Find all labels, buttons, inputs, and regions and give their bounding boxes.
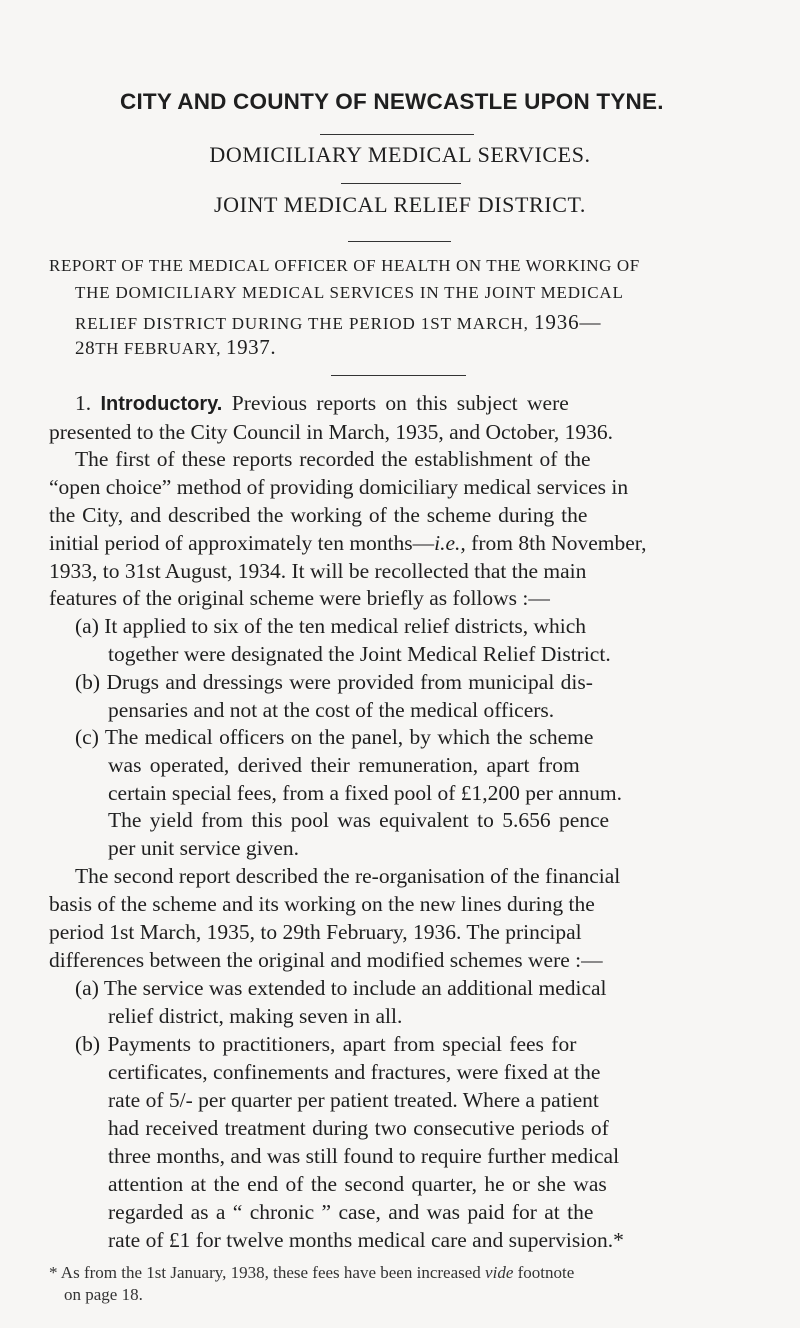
list-item-continuation: certain special fees, from a fixed pool of £1,200 per annum.	[108, 781, 623, 805]
paragraph-line	[49, 529, 646, 557]
document-title: CITY AND COUNTY OF NEWCASTLE UPON TYNE.	[120, 89, 664, 114]
paragraph-line: differences between the original and modified schemes were :—	[49, 948, 603, 972]
paragraph-line: The first of these reports recorded the establishment of the	[75, 447, 591, 471]
list-item-continuation: attention at the end of the second quarter, he or she was	[108, 1172, 607, 1196]
list-item-continuation: per unit service given.	[108, 836, 300, 860]
list-item-continuation: pensaries and not at the cost of the medical officers.	[108, 698, 555, 722]
list-item-continuation: The yield from this pool was equivalent to 5.656 pence	[108, 808, 610, 832]
paragraph-line	[75, 389, 569, 418]
list-item-continuation: together were designated the Joint Medical Relief District.	[108, 642, 611, 666]
list-item: (a) The service was extended to include an additional medical	[75, 976, 607, 1000]
divider	[331, 375, 466, 376]
paragraph-line: 1933, to 31st August, 1934. It will be recollected that the main	[49, 559, 587, 583]
section-heading: Introductory.	[100, 393, 223, 415]
report-title-date: 28	[75, 338, 96, 359]
list-item-continuation: relief district, making seven in all.	[108, 1004, 403, 1028]
paragraph-text: from 8th November,	[465, 531, 647, 555]
divider	[341, 183, 461, 184]
section-title-domiciliary: DOMICILIARY MEDICAL SERVICES.	[209, 142, 591, 167]
paragraph-line: basis of the scheme and its working on the new lines during the	[49, 892, 595, 916]
footnote-text: footnote	[517, 1263, 575, 1282]
list-item-continuation: rate of 5/- per quarter per patient treated. Where a patient	[108, 1088, 599, 1112]
paragraph-italic: i.e.,	[434, 531, 466, 555]
paragraph-line: period 1st March, 1935, to 29th February, 1936. The principal	[49, 920, 582, 944]
paragraph-text: Previous reports on this subject were	[231, 391, 569, 415]
report-title-line: THE DOMICILIARY MEDICAL SERVICES IN THE JOINT MEDICAL	[75, 283, 624, 302]
paragraph-line: features of the original scheme were briefly as follows :—	[49, 586, 550, 610]
report-title-text: RELIEF DISTRICT DURING THE PERIOD 1ST MARCH,	[75, 314, 529, 333]
list-item-continuation: had received treatment during two consecutive periods of	[108, 1116, 609, 1140]
list-item: (c) The medical officers on the panel, by which the scheme	[75, 725, 594, 749]
footnote-line: on page 18.	[64, 1285, 143, 1304]
list-item-continuation: rate of £1 for twelve months medical care and supervision.*	[108, 1228, 624, 1252]
list-item: (a) It applied to six of the ten medical relief districts, which	[75, 614, 587, 638]
paragraph-text: initial period of approximately ten months—	[49, 531, 435, 555]
paragraph-line: presented to the City Council in March, 1935, and October, 1936.	[49, 420, 613, 444]
list-item-continuation: regarded as a “ chronic ” case, and was paid for at the	[108, 1200, 594, 1224]
list-item: (b) Drugs and dressings were provided from municipal dis-	[75, 670, 593, 694]
section-number: 1.	[75, 391, 92, 415]
divider	[320, 134, 474, 135]
footnote-text: * As from the 1st January, 1938, these fees have been increased	[49, 1263, 481, 1282]
footnote-line	[49, 1262, 574, 1284]
report-title-year: 1937.	[225, 335, 277, 359]
divider	[348, 241, 451, 242]
section-title-joint-district: JOINT MEDICAL RELIEF DISTRICT.	[213, 192, 587, 217]
paragraph-line: The second report described the re-organisation of the financial	[75, 864, 621, 888]
report-title-date: 1936—	[533, 310, 602, 334]
report-title-line	[75, 310, 601, 335]
list-item-continuation: certificates, confinements and fractures, were fixed at the	[108, 1060, 601, 1084]
list-item-continuation: three months, and was still found to require further medical	[108, 1144, 620, 1168]
paragraph-line: the City, and described the working of the scheme during the	[49, 503, 588, 527]
report-title-line	[75, 335, 276, 360]
list-item-continuation: was operated, derived their remuneration, apart from	[108, 753, 580, 777]
report-title-text: TH FEBRUARY,	[95, 339, 222, 358]
list-item: (b) Payments to practitioners, apart from special fees for	[75, 1032, 577, 1056]
report-title-line: REPORT OF THE MEDICAL OFFICER OF HEALTH ON THE WORKING OF	[49, 256, 640, 275]
footnote-italic: vide	[485, 1263, 514, 1282]
paragraph-line: “open choice” method of providing domiciliary medical services in	[49, 475, 629, 499]
